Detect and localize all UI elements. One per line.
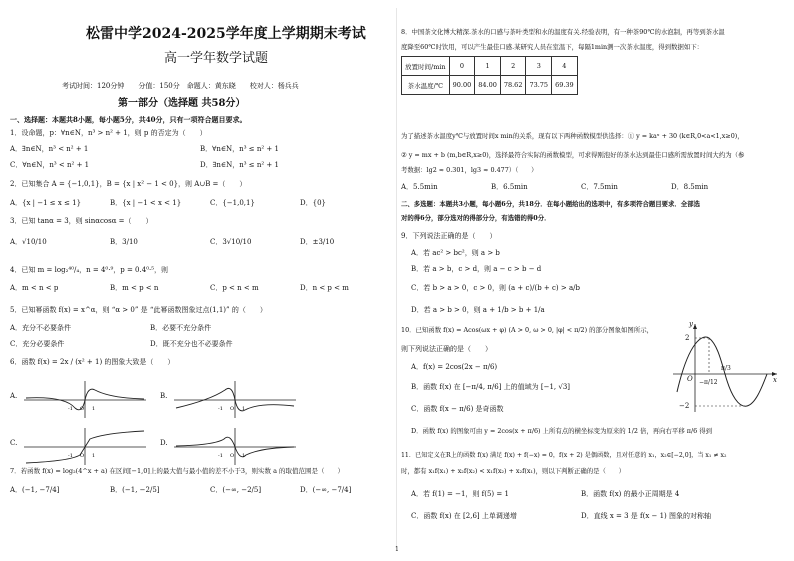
q6-graph-a-label: A. <box>10 392 18 400</box>
exam-subtitle: 高一学年数学试题 <box>164 51 269 66</box>
svg-text:1: 1 <box>242 453 246 459</box>
svg-text:O: O <box>80 406 85 412</box>
graph-pi3-label: π/3 <box>721 365 731 372</box>
table-row <box>402 57 578 76</box>
q6-graph-a-svg <box>10 378 150 420</box>
q8-option-d: D．8.5min <box>671 183 709 191</box>
graph-min-label: −2 <box>679 402 690 410</box>
section-2-heading-line-2: 对的得6分，部分选对的得部分分，有选错的得0分． <box>401 214 551 222</box>
q6-graph-b-label: B. <box>160 392 168 400</box>
question-1: 1．设命题，p：∀n∈N，n³ > n² + 1，则 p 的否定为（ ） <box>10 129 207 137</box>
q9-option-a: A．若 ac² > bc²，则 a > b <box>411 249 500 257</box>
svg-text:1: 1 <box>92 406 96 412</box>
q9-option-d: D．若 a > b > 0，则 a + 1/b > b + 1/a <box>411 306 545 314</box>
q7-option-a: A．(−1, −7/4] <box>10 486 60 494</box>
q3-option-d: D．±3/10 <box>300 238 335 246</box>
q11-option-d: D．直线 x = 3 是 f(x − 1) 图象的对称轴 <box>581 512 711 520</box>
graph-x-label: x <box>773 376 777 384</box>
q5-option-b: B．必要不充分条件 <box>150 324 212 332</box>
q6-graph-b-svg <box>160 378 300 420</box>
q10-option-b: B．函数 f(x) 在 [−π/4, π/6] 上的值域为 [−1, √3] <box>411 383 571 391</box>
q8-option-b: B．6.5min <box>491 183 528 191</box>
q7-option-c: C．(−∞, −2/5] <box>210 486 262 494</box>
question-7: 7．若函数 f(x) = log₂(4^x + a) 在区间[−1,0]上的最大值与最小值的差不小于3，则实数 a 的取值范围是（ ） <box>10 467 345 475</box>
graph-y-label: y <box>689 320 693 328</box>
q5-option-d: D．既不充分也不必要条件 <box>150 340 233 348</box>
table-cell: 90.00 <box>449 76 475 95</box>
q9-option-c: C．若 b > a > 0，c > 0，则 (a + c)/(b + c) > a/b <box>411 284 580 292</box>
svg-text:1: 1 <box>92 453 96 459</box>
question-8-line-4: ② y = mx + b (m,b∈R,x≥0)，选择最符合实际的函数模型，可求得刚泡好的茶水达到最佳口感所需放置时间大约为（参 <box>401 151 745 159</box>
q1-option-d: D．∃n∈N，n³ ≤ n² + 1 <box>200 161 279 169</box>
q2-option-d: D．{0} <box>300 199 326 207</box>
q10-option-c: C．函数 f(x − π/6) 是奇函数 <box>411 405 504 413</box>
table-cell: 78.62 <box>500 76 526 95</box>
table-cell: 3 <box>526 57 552 76</box>
table-cell-head: 放置时间/min <box>402 57 450 76</box>
q4-option-b: B．m < p < n <box>110 284 159 292</box>
question-3: 3．已知 tanα = 3，则 sinαcosα =（ ） <box>10 217 153 225</box>
section-1-heading: 一、选择题：本题共8小题，每小题5分，共40分，只有一项符合题目要求。 <box>10 115 247 124</box>
question-8-line-1: 8．中国茶文化博大精深.茶水的口感与茶叶类型和水的温度有关.经验表明，有一种茶90℃的水泡制，再等到茶水温 <box>401 28 725 36</box>
question-11-line-2: 时，都有 x₁f(x₁) + x₂f(x₂) < x₁f(x₂) + x₂f(x₁)，则以下判断正确的是（ ） <box>401 467 626 475</box>
q6-graph-d-svg <box>160 425 300 467</box>
q2-option-b: B．{x | −1 < x < 1} <box>110 199 182 207</box>
q6-graph-c-label: C. <box>10 439 18 447</box>
exam-meta: 考试时间：120分钟 分值：150分 命题人：黄东晓 校对人：杨兵兵 <box>62 82 299 90</box>
question-6: 6．函数 f(x) = 2x / (x² + 1) 的图象大致是（ ） <box>10 358 175 366</box>
table-cell-head: 茶水温度/℃ <box>402 76 450 95</box>
q11-option-b: B．函数 f(x) 的最小正周期是 4 <box>581 490 680 498</box>
question-8-line-5: 考数据：lg2 ≈ 0.301，lg3 ≈ 0.477）（ ） <box>401 166 538 174</box>
q11-option-c: C．函数 f(x) 在 [2,6] 上单调递增 <box>411 512 517 520</box>
question-5: 5．已知幂函数 f(x) = x^α，则 “α > 0” 是 “此幂函数图象过点(1,1)” 的（ ） <box>10 306 267 314</box>
q8-option-c: C．7.5min <box>581 183 618 191</box>
q1-option-c: C．∀n∈N，n³ < n² + 1 <box>10 161 90 169</box>
question-10-line-2: 则下列说法正确的是（ ） <box>401 345 492 353</box>
q3-option-a: A．√10/10 <box>10 238 47 246</box>
q6-graph-b <box>160 378 300 420</box>
q6-graph-a <box>10 378 150 420</box>
q6-graph-c-svg <box>10 425 150 467</box>
table-cell: 84.00 <box>475 76 501 95</box>
svg-text:O: O <box>80 453 85 459</box>
svg-text:-1: -1 <box>68 406 73 412</box>
q8-option-a: A．5.5min <box>401 183 438 191</box>
question-11-line-1: 11．已知定义在R上的函数 f(x) 满足 f(x) + f(−x) = 0，f(x + 2) 是偶函数，且对任意的 x₁，x₂∈[−2,0]，当 x₁ ≠ x₂ <box>401 452 727 459</box>
question-4: 4．已知 m = log₂⁴⁰/₄，n = 4⁰·⁹，p = 0.4⁰·⁵，则 <box>10 266 169 274</box>
q7-option-d: D．(−∞, −7/4] <box>300 486 352 494</box>
table-cell: 73.75 <box>526 76 552 95</box>
section-2-heading-line-1: 二、多选题：本题共3小题，每小题6分，共18分．在每小题给出的选项中，有多项符合题目要求．全部选 <box>401 200 700 208</box>
table-cell: 69.39 <box>552 76 578 95</box>
q6-graph-d-label: D. <box>160 439 168 447</box>
q1-option-b: B．∀n∈N，n³ ≤ n² + 1 <box>200 145 279 153</box>
part-heading: 第一部分（选择题 共58分） <box>118 98 246 109</box>
graph-max-label: 2 <box>685 334 690 342</box>
page-number: 1 <box>395 546 399 553</box>
q7-option-b: B．(−1, −2/5] <box>110 486 160 494</box>
svg-text:-1: -1 <box>218 453 223 459</box>
svg-text:-1: -1 <box>218 406 223 412</box>
column-divider <box>396 8 397 548</box>
q6-graph-d <box>160 425 300 467</box>
q2-option-c: C．{−1,0,1} <box>210 199 255 207</box>
q9-option-b: B．若 a > b，c > d，则 a − c > b − d <box>411 265 542 273</box>
table-row <box>402 76 578 95</box>
q5-option-c: C．充分必要条件 <box>10 340 65 348</box>
q10-cosine-graph <box>669 320 781 416</box>
q10-option-d: D．函数 f(x) 的图象可由 y = 2cos(x + π/6) 上所有点的横坐标变为原来的 1/2 倍，再向右平移 π/6 得到 <box>411 427 712 435</box>
question-8-line-3: 为了描述茶水温度y℃与放置时间x min的关系，现有以下两种函数模型供选择：① y = kaˣ + 30 (k∈R,0<a<1,x≥0)， <box>401 132 744 140</box>
table-cell: 2 <box>500 57 526 76</box>
table-cell: 4 <box>552 57 578 76</box>
q8-data-table <box>401 56 578 95</box>
table-cell: 0 <box>449 57 475 76</box>
svg-text:-1: -1 <box>68 453 73 459</box>
q2-option-a: A．{x | −1 ≤ x ≤ 1} <box>10 199 82 207</box>
question-9: 9．下列说法正确的是（ ） <box>401 232 497 240</box>
q11-option-a: A．若 f(1) = −1，则 f(5) = 1 <box>411 490 509 498</box>
svg-text:O: O <box>230 453 235 459</box>
table-cell: 1 <box>475 57 501 76</box>
q4-option-a: A．m < n < p <box>10 284 59 292</box>
q4-option-c: C．p < n < m <box>210 284 259 292</box>
q1-option-a: A．∃n∈N，n³ < n² + 1 <box>10 145 89 153</box>
q3-option-b: B．3/10 <box>110 238 138 246</box>
q3-option-c: C．3√10/10 <box>210 238 252 246</box>
graph-origin-label: O <box>687 375 693 383</box>
question-10-line-1: 10．已知函数 f(x) = Acos(ωx + φ) (A > 0, ω > 0, |φ| < π/2) 的部分图象如图所示， <box>401 326 653 334</box>
question-2: 2．已知集合 A = {−1,0,1}，B = {x | x² − 1 < 0}，则 A∪B =（ ） <box>10 180 247 188</box>
q4-option-d: D．n < p < m <box>300 284 349 292</box>
exam-title: 松雷中学2024-2025学年度上学期期末考试 <box>86 26 366 42</box>
q10-option-a: A．f(x) = 2cos(2x − π/6) <box>411 363 498 371</box>
graph-pi12-label: −π/12 <box>699 379 718 386</box>
svg-text:1: 1 <box>242 406 246 412</box>
svg-text:O: O <box>230 406 235 412</box>
q6-graph-c <box>10 425 150 467</box>
q5-option-a: A．充分不必要条件 <box>10 324 72 332</box>
question-8-line-2: 度降至60℃时饮用，可以产生最佳口感.某研究人员在室温下，每隔1min测一次茶水温度，得到数据如下： <box>401 43 704 51</box>
